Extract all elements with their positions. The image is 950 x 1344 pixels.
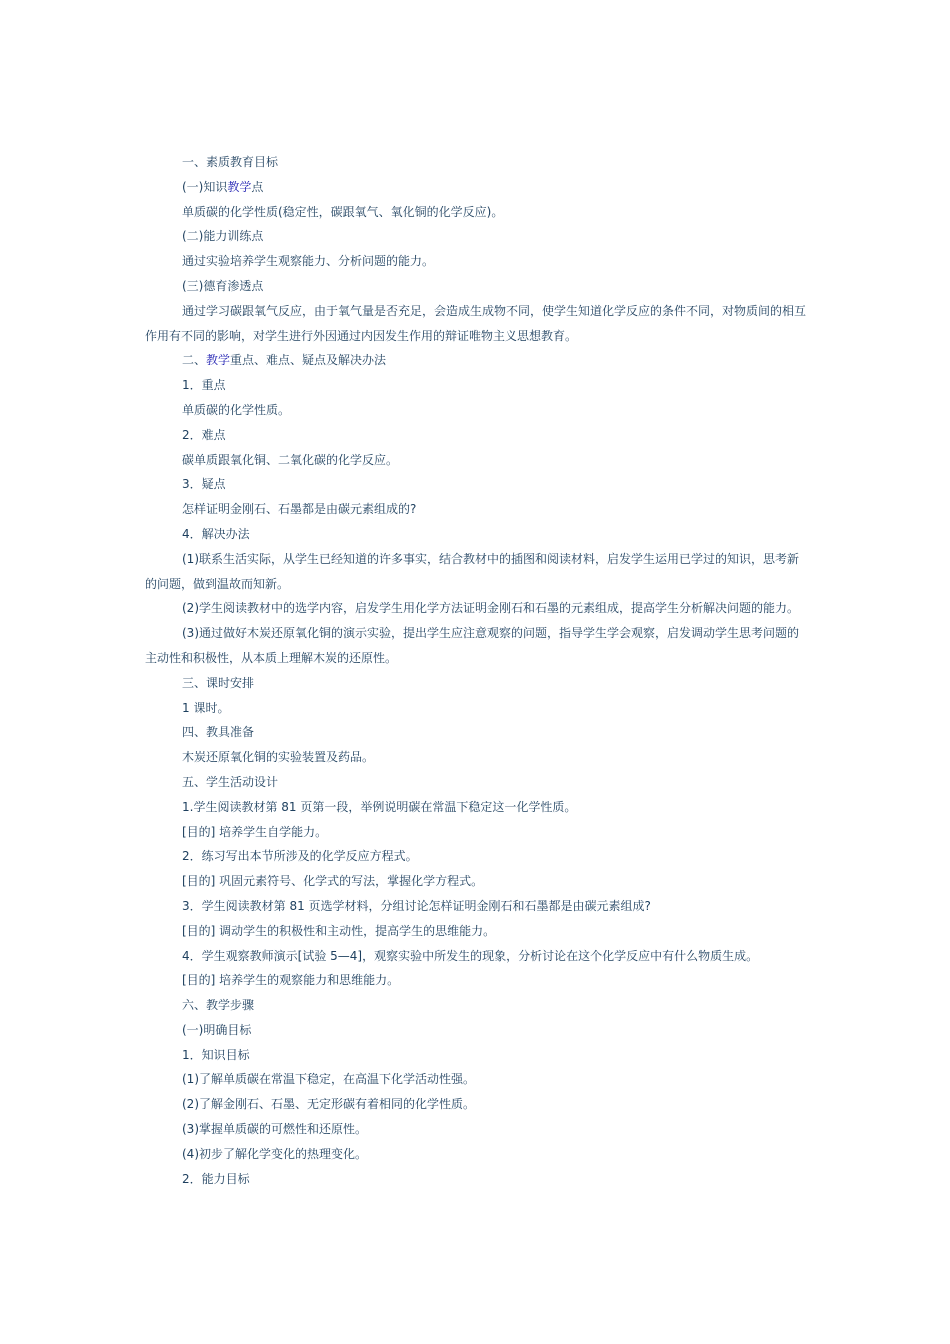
paragraph: 单质碳的化学性质(稳定性，碳跟氧气、氧化铜的化学反应)。 [182, 204, 504, 219]
paragraph: [目的] 调动学生的积极性和主动性，提高学生的思维能力。 [182, 923, 496, 938]
document-body [145, 150, 807, 1191]
subsection-heading: (三)德育渗透点 [182, 278, 264, 293]
paragraph: 1 课时。 [182, 700, 230, 715]
item-heading: 4．解决办法 [182, 526, 250, 541]
highlighted-keyword[interactable]: 教学 [227, 179, 252, 194]
paragraph: (1)联系生活实际，从学生已经知道的许多事实，结合教材中的插图和阅读材料，启发学生运用已学过的知识，思考新的问题，做到温故而知新。 [145, 551, 800, 591]
subsection-heading: (二)能力训练点 [182, 229, 264, 244]
section-heading: 五、学生活动设计 [182, 774, 279, 789]
paragraph: (2)了解金刚石、石墨、无定形碳有着相同的化学性质。 [182, 1097, 476, 1112]
paragraph: (3)通过做好木炭还原氧化铜的演示实验，提出学生应注意观察的问题，指导学生学会观察，启发调动学生思考问题的主动性和积极性，从本质上理解木炭的还原性。 [145, 626, 800, 665]
item-heading: 2．能力目标 [182, 1171, 250, 1186]
section-heading: 二、教学重点、难点、疑点及解决办法 [182, 353, 387, 368]
item-heading: 1．知识目标 [182, 1047, 250, 1062]
highlighted-keyword[interactable]: 教学 [206, 353, 231, 368]
subsection-heading: (一)知识教学点 [182, 179, 264, 194]
paragraph: [目的] 培养学生的观察能力和思维能力。 [182, 973, 400, 988]
section-heading: 六、教学步骤 [182, 998, 255, 1013]
paragraph: 3．学生阅读教材第 81 页选学材料，分组讨论怎样证明金刚石和石墨都是由碳元素组成? [182, 898, 651, 913]
paragraph: 怎样证明金刚石、石墨都是由碳元素组成的? [182, 502, 417, 517]
item-heading: 2．难点 [182, 427, 226, 442]
item-heading: 1．重点 [182, 378, 226, 393]
section-heading: 四、教具准备 [182, 725, 255, 740]
paragraph: 单质碳的化学性质。 [182, 402, 291, 417]
section-heading: 一、素质教育目标 [182, 155, 279, 169]
paragraph: (1)了解单质碳在常温下稳定，在高温下化学活动性强。 [182, 1072, 476, 1087]
paragraph: (3)掌握单质碳的可燃性和还原性。 [182, 1122, 367, 1137]
subsection-heading: (一)明确目标 [182, 1022, 252, 1037]
paragraph: [目的] 巩固元素符号、化学式的写法，掌握化学方程式。 [182, 874, 484, 889]
paragraph: (4)初步了解化学变化的热理变化。 [182, 1146, 367, 1161]
paragraph: (2)学生阅读教材中的选学内容，启发学生用化学方法证明金刚石和石墨的元素组成，提高学生分析解决问题的能力。 [182, 601, 800, 616]
paragraph: 4．学生观察教师演示[试验 5—4]，观察实验中所发生的现象，分析讨论在这个化学反应中有什么物质生成。 [182, 948, 759, 963]
item-heading: 3．疑点 [182, 477, 226, 492]
paragraph: 碳单质跟氧化铜、二氧化碳的化学反应。 [182, 452, 399, 467]
paragraph: 1.学生阅读教材第 81 页第一段，举例说明碳在常温下稳定这一化学性质。 [182, 799, 577, 814]
paragraph: 通过学习碳跟氧气反应，由于氧气量是否充足，会造成生成物不同，使学生知道化学反应的条件不同，对物质间的相互作用有不同的影响，对学生进行外因通过内因发生作用的辩证唯物主义思想教育。 [145, 303, 807, 343]
paragraph: 通过实验培养学生观察能力、分析问题的能力。 [182, 254, 435, 269]
section-heading: 三、课时安排 [182, 675, 255, 690]
paragraph: 木炭还原氧化铜的实验装置及药品。 [182, 750, 375, 765]
paragraph: [目的] 培养学生自学能力。 [182, 824, 328, 839]
paragraph: 2．练习写出本节所涉及的化学反应方程式。 [182, 849, 418, 864]
